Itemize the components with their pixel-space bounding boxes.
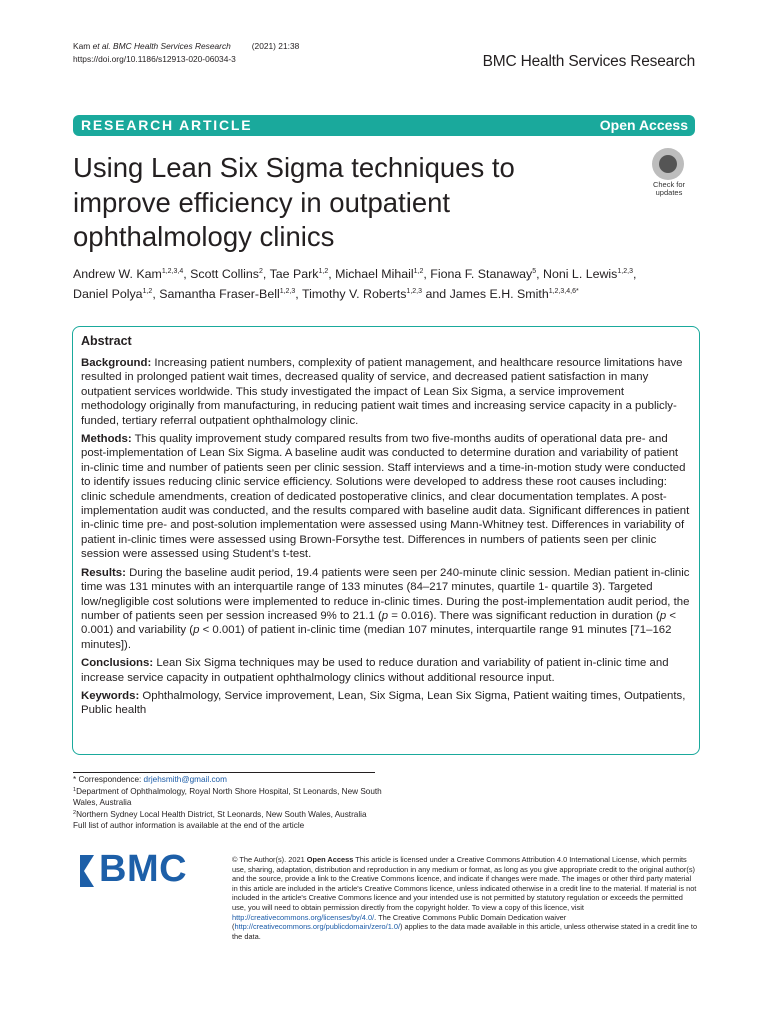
footnote-divider	[73, 772, 375, 773]
citation-year: (2021) 21:38	[251, 41, 300, 51]
cc0-waiver-link[interactable]: http://creativecommons.org/publicdomain/zero/1.0/	[234, 922, 401, 932]
abstract-heading: Abstract	[81, 334, 132, 348]
author-list: Andrew W. Kam$^{1,2,3,4}$, Scott Collins$^2$, Tae Park$^{1,2}$, Michael Mihail$^{1,2}$, Fiona F. Stanaway$^5$, Noni L. Lewis$^{1,2,3}$, Daniel Polya$^{1,2}$, Samantha Fraser-Bell$^{1,2,3}$, Timothy V. Roberts$^{1,2,3}$ and James E.H. Smith$^{1,2,3,4,6*}$	[73, 267, 637, 301]
check-for-updates-badge[interactable]	[643, 148, 695, 202]
citation-header	[73, 40, 299, 66]
check-updates-line2: updates	[655, 188, 683, 197]
article-title: Using Lean Six Sigma techniques to improve efficiency in outpatient ophthalmology clinics	[73, 152, 515, 252]
author-affiliation: 1,2,3	[617, 268, 633, 275]
article-type-banner	[73, 115, 695, 136]
citation-journal: et al. BMC Health Services Research	[92, 41, 231, 51]
abstract-results: Results: During the baseline audit period, 19.4 patients were seen per 240-minute clinic session. Median patient in-clinic time was 131 minutes with an interquartile range of 133 minutes (84–217 minutes, quartile 1- quartile 3). Targeted low/negligible cost solutions were implemented to reduce in-clinic times. During the post-implementation audit period, the number of patients seen per session increased 9% to 21.1 (p = 0.016). There was significant reduction in duration (p < 0.001) and variability (p < 0.001) of patient in-clinic time (median 107 minutes, interquartile range 91 minutes [71–162 minutes]).	[81, 566, 690, 651]
check-updates-line1: Check for	[652, 180, 686, 189]
author-name[interactable]: Andrew W. Kam	[73, 267, 162, 281]
author-affiliation: 1,2,3,4,6*	[548, 288, 579, 295]
abstract-box	[72, 326, 700, 755]
bmc-logo-text: BMC	[99, 848, 188, 890]
check-updates-icon	[652, 148, 684, 180]
open-access-label: Open Access	[599, 117, 688, 133]
author-info-note: Full list of author information is available at the end of the article	[73, 821, 305, 830]
abstract-background: Background: Increasing patient numbers, complexity of patient management, and healthcare resource limitations have resulted in prolonged patient wait times, decreased quality of service, and decreased patient satisfaction in many outpatient services worldwide. This study investigated the impact of Lean Six Sigma, a service improvement methodology originally from manufacturing, in reducing patient wait times and increasing service capacity in a publicly-funded, tertiary referral outpatient ophthalmology clinic.	[81, 357, 683, 427]
author-affiliation: 1,2,3	[406, 288, 422, 295]
author-affiliation: 1,2	[142, 288, 153, 295]
author-affiliation: 5	[532, 268, 537, 275]
methods-label: Methods:	[81, 433, 132, 446]
correspondence: * Correspondence: drjehsmith@gmail.com	[73, 775, 227, 784]
author-affiliation: 1,2	[413, 268, 424, 275]
citation-authors: Kam	[73, 41, 93, 51]
affiliation-2: $^2$Northern Sydney Local Health District, St Leonards, New South Wales, Australia	[73, 809, 367, 819]
author-affiliation: 2	[259, 268, 263, 275]
cc-by-license-link[interactable]: http://creativecommons.org/licenses/by/4.0/	[232, 912, 375, 922]
affiliation-1: $^1$Department of Ophthalmology, Royal North Shore Hospital, St Leonards, New South Wales, Australia	[73, 786, 382, 807]
license-statement: © The Author(s). 2021 Open Access This article is licensed under a Creative Commons Attribution 4.0 International License, which permits use, sharing, adaptation, distribution and reproduction in any medium or format, as long as you give appropriate credit to the original author(s) and the source, provide a link to the Creative Commons licence, and indicate if changes were made. The images or other third party material in this article are included in the article's Creative Commons licence, unless indicated otherwise in a credit line to the material. If material is not included in the article's Creative Commons licence and your intended use is not permitted by statutory regulation or exceeds the permitted use, you will need to obtain permission directly from the copyright holder. To view a copy of this licence, visit http://creativecommons.org/licenses/by/4.0/. The Creative Commons Public Domain Dedication waiver (http://creativecommons.org/publicdomain/zero/1.0/) applies to the data made available in this article, unless otherwise stated in a credit line to the data.	[232, 855, 698, 941]
author-affiliation: 1,2	[318, 268, 329, 275]
author-affiliation: 1,2,3	[279, 288, 296, 295]
journal-name: BMC Health Services Research	[482, 53, 695, 70]
author-name[interactable]: Tae Park	[269, 267, 319, 281]
keywords-label: Keywords:	[81, 689, 140, 702]
author-name[interactable]: Michael Mihail	[335, 267, 414, 281]
results-label: Results:	[81, 566, 126, 579]
abstract-keywords: Keywords: Ophthalmology, Service improvement, Lean, Six Sigma, Lean Six Sigma, Patient waiting times, Outpatients, Public health	[81, 689, 686, 717]
author-name[interactable]: Samantha Fraser-Bell	[159, 287, 280, 301]
author-name[interactable]: Timothy V. Roberts	[301, 287, 407, 301]
author-name[interactable]: James E.H. Smith	[449, 287, 549, 301]
author-name[interactable]: Scott Collins	[190, 267, 260, 281]
conclusions-label: Conclusions:	[81, 657, 154, 670]
background-label: Background:	[81, 357, 152, 369]
article-type-label: RESEARCH ARTICLE	[81, 117, 253, 133]
citation-line	[73, 40, 299, 53]
doi-link[interactable]: https://doi.org/10.1186/s12913-020-06034-3	[73, 54, 236, 64]
author-name[interactable]: Fiona F. Stanaway	[430, 267, 533, 281]
abstract-methods: Methods: This quality improvement study compared results from two five-months audits of operational data pre- and post-implementation of Lean Six Sigma. A baseline audit was conducted to determine duration and variability of patient in-clinic time and number of patients seen per clinic session. Staff interviews and a time-in-motion study were conducted to identify issues reducing clinic service efficiency. Solutions were developed to address these root causes including: clinic schedule amendments, creation of dedicated postoperative clinics, and clear documentation templates. A post-implementation audit was conducted, and the results compared with baseline audit data. Significant differences in patient in-clinic time pre- and post-solution implementation were assessed using Mann-Whitney test. Differences in variability of patient in-clinic times were assessed using Brown-Forsythe test. Differences in numbers of patients seen per clinic session were assessed using Student’s t-test.	[81, 433, 690, 561]
author-affiliation: 1,2,3,4	[161, 268, 184, 275]
footnotes	[73, 774, 383, 832]
author-name[interactable]: Daniel Polya	[73, 287, 143, 301]
abstract-conclusions: Conclusions: Lean Six Sigma techniques may be used to reduce duration and variability of patient in-clinic time and increase service capacity in outpatient ophthalmology clinics without additional resource input.	[81, 657, 669, 684]
correspondence-email-link[interactable]: drjehsmith@gmail.com	[143, 775, 227, 784]
author-name[interactable]: Noni L. Lewis	[543, 267, 618, 281]
